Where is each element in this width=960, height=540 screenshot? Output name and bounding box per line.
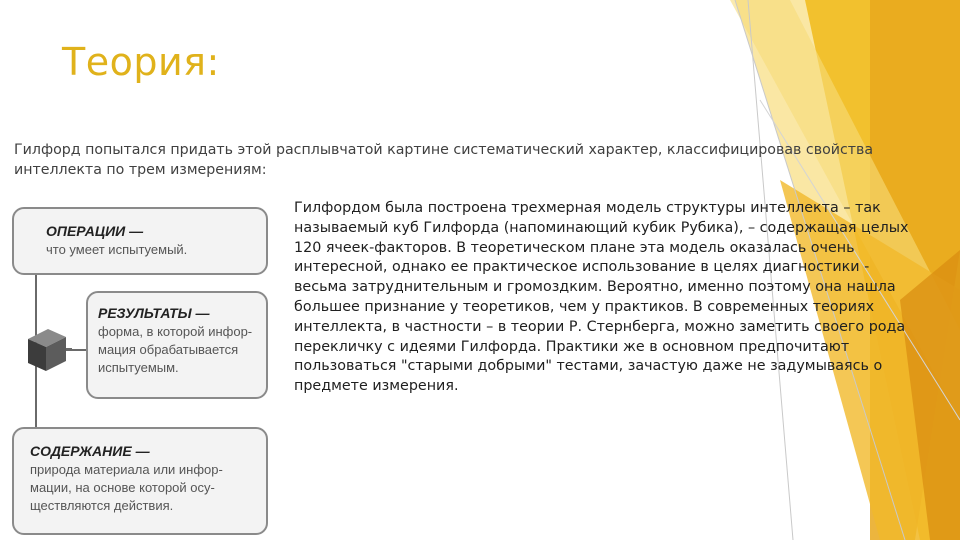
body-line: предмете измерения. — [294, 378, 459, 395]
results-description: форма, в которой инфор- мация обрабатывается испытуемым. — [98, 324, 253, 375]
content-description: природа материала или инфор- мации, на основе которой осу- ществляются действия. — [30, 462, 223, 513]
operations-description: что умеет испытуемый. — [46, 242, 188, 257]
body-line: пользоваться "старыми добрыми" тестами, зачастую даже не задумываясь о — [294, 358, 883, 375]
body-line: интересной, однако ее практическое использование в целях диагностики - — [294, 259, 870, 276]
body-line: Гилфордом была построена трехмерная модель структуры интеллекта – так — [294, 200, 881, 216]
operations-card — [12, 207, 268, 275]
slide-title: Теория: — [62, 40, 220, 84]
intro-paragraph — [14, 140, 960, 180]
body-line: большее признание у теоретиков, чем у практиков. В современных теориях — [294, 298, 875, 315]
guilford-diagram — [10, 203, 270, 537]
body-line: называемый куб Гилфорда (напоминающий кубик Рубика), – содержащая целых — [294, 219, 909, 236]
intro-line: Гилфорд попытался придать этой расплывчатой картине систематический характер, классифицировав свойства — [14, 142, 874, 158]
content-heading: СОДЕРЖАНИЕ — — [30, 443, 150, 459]
content-card — [12, 427, 268, 535]
body-line: интеллекта, в частности – в теории Р. Стернберга, можно заметить своего рода — [294, 318, 906, 335]
body-line: перекличку с идеями Гилфорда. Практики же в основном предпочитают — [294, 338, 850, 355]
operations-heading: ОПЕРАЦИИ — — [46, 223, 144, 239]
body-paragraph — [294, 199, 934, 397]
intro-line: интеллекта по трем измерениям: — [14, 162, 267, 178]
cube-icon — [22, 325, 72, 375]
results-card — [86, 291, 268, 399]
body-line: 120 ячеек-факторов. В теоретическом плане эта модель оказалась очень — [294, 239, 855, 256]
results-heading: РЕЗУЛЬТАТЫ — — [98, 305, 210, 321]
body-line: весьма затруднительным и громоздким. Вероятно, именно поэтому она нашла — [294, 279, 896, 296]
